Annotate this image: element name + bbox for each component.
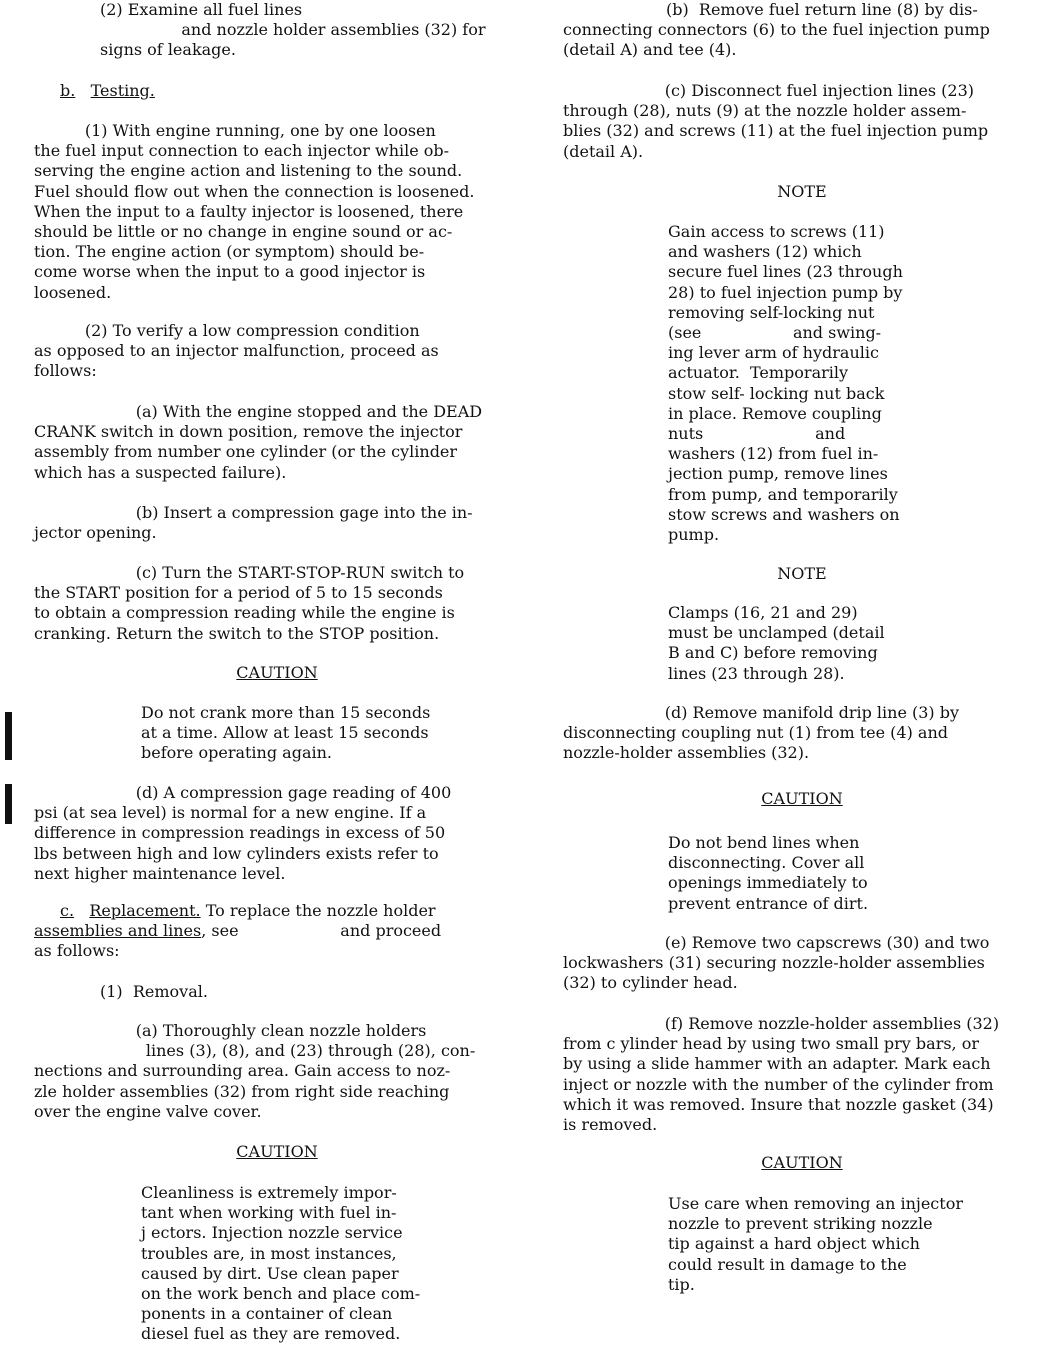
note-1-body: Gain access to screws (11) and washers (12) which secure fuel lines (23 through 28) to fuel injection pump by removing self-locking nut (see and swing- ing lever arm of hydraulic actuator. Temporarily stow self- locking nut back in place. Remove coupling nuts and washers (12) from fuel in- jection pump, remove lines from pump, and temporarily stow screws and washers on pump. [668, 222, 903, 545]
paragraph-testing-2: (2) To verify a low compression condition as opposed to an injector malfunction, proceed as follows: [34, 321, 439, 381]
paragraph-testing-2d: (d) A compression gage reading of 400 psi (at sea level) is normal for a new engine. If a difference in compression readings in excess of 50 lbs between high and low cylinders exists refer to next higher maintenance level. [34, 783, 452, 883]
caution-3-title: CAUTION [761, 789, 843, 808]
replacement-line-2-rest: , see and proceed [201, 921, 442, 940]
heading-replacement-letter: c. [60, 901, 75, 920]
paragraph-examine: (2) Examine all fuel lines and nozzle holder assemblies (32) for signs of leakage. [100, 0, 486, 60]
caution-1-title: CAUTION [236, 663, 318, 682]
note-1-title: NOTE [777, 182, 827, 201]
heading-testing-letter: b. [60, 81, 76, 100]
note-2-title: NOTE [777, 564, 827, 583]
heading-removal: (1) Removal. [100, 982, 208, 1001]
note-2-body: Clamps (16, 21 and 29) must be unclamped (detail B and C) before removing lines (23 through 28). [668, 603, 885, 683]
paragraph-removal-a: (a) Thoroughly clean nozzle holders lines (3), (8), and (23) through (28), con- nections and surrounding area. Gain access to noz- zle holder assemblies (32) from right side reaching over the engine valve cover. [34, 1021, 476, 1121]
caution-4-title: CAUTION [761, 1153, 843, 1172]
paragraph-testing-2b: (b) Insert a compression gage into the in- jector opening. [34, 503, 473, 543]
paragraph-remove-return-line [563, 0, 990, 61]
paragraph-testing-2a: (a) With the engine stopped and the DEAD CRANK switch in down position, remove the injector assembly from number one cylinder (or the cylinder which has a suspected failure). [34, 402, 483, 482]
heading-replacement-title: Replacement. [89, 901, 201, 920]
caution-1-body: Do not crank more than 15 seconds at a time. Allow at least 15 seconds before operating again. [141, 703, 431, 763]
paragraph-disconnect-injection-lines: (c) Disconnect fuel injection lines (23) through (28), nuts (9) at the nozzle holder assem- blies (32) and screws (11) at the fuel injection pump (detail A). [563, 81, 989, 161]
heading-replacement [60, 901, 436, 921]
paragraph-testing-1: (1) With engine running, one by one loosen the fuel input connection to each injector while ob- serving the engine action and listening to the sound. Fuel should flow out when the connection is loosened. When the input to a faulty injector is loosened, there should be little or no change in engine sound or ac- tion. The engine action (or symptom) should be- come worse when the input to a good injector is loosened. [34, 121, 475, 302]
change-bar [5, 784, 12, 824]
replacement-line-3: as follows: [34, 941, 120, 960]
paragraph-testing-2c: (c) Turn the START-STOP-RUN switch to the START position for a period of 5 to 15 seconds to obtain a compression reading while the engine is cranking. Return the switch to the STOP position. [34, 563, 465, 643]
paragraph-remove-capscrews: (e) Remove two capscrews (30) and two lockwashers (31) securing nozzle-holder assemblies (32) to cylinder head. [563, 933, 990, 993]
heading-testing [60, 81, 155, 101]
caution-2-body: Cleanliness is extremely impor- tant when working with fuel in- j ectors. Injection nozzle service troubles are, in most instances, caused by dirt. Use clean paper on the work bench and place com- ponents in a container of clean diesel fuel as they are removed. [141, 1183, 421, 1344]
caution-2-title: CAUTION [236, 1142, 318, 1161]
replacement-lines-ref: assemblies and lines [34, 921, 202, 940]
change-bar [5, 712, 12, 760]
caution-4-body: Use care when removing an injector nozzle to prevent striking nozzle tip against a hard object which could result in damage to the tip. [668, 1194, 963, 1294]
heading-testing-title: Testing. [90, 81, 155, 100]
replacement-line-2 [34, 921, 441, 941]
paragraph-remove-nozzle-holders: (f) Remove nozzle-holder assemblies (32) from c ylinder head by using two small pry bars, or by using a slide hammer with an adapter. Mark each inject or nozzle with the number of the cylinder from which it was removed. Insure that nozzle gasket (34) is removed. [563, 1014, 1000, 1135]
paragraph-remove-drip-line: (d) Remove manifold drip line (3) by disconnecting coupling nut (1) from tee (4) and nozzle-holder assemblies (32). [563, 703, 960, 763]
replacement-intro-text: To replace the nozzle holder [200, 901, 436, 920]
paragraph-remove-return-line-text: (b) Remove fuel return line (8) by dis- connecting connectors (6) to the fuel injection pump (detail A) and tee (4). [563, 0, 990, 60]
caution-3-body: Do not bend lines when disconnecting. Cover all openings immediately to prevent entrance of dirt. [668, 833, 869, 913]
